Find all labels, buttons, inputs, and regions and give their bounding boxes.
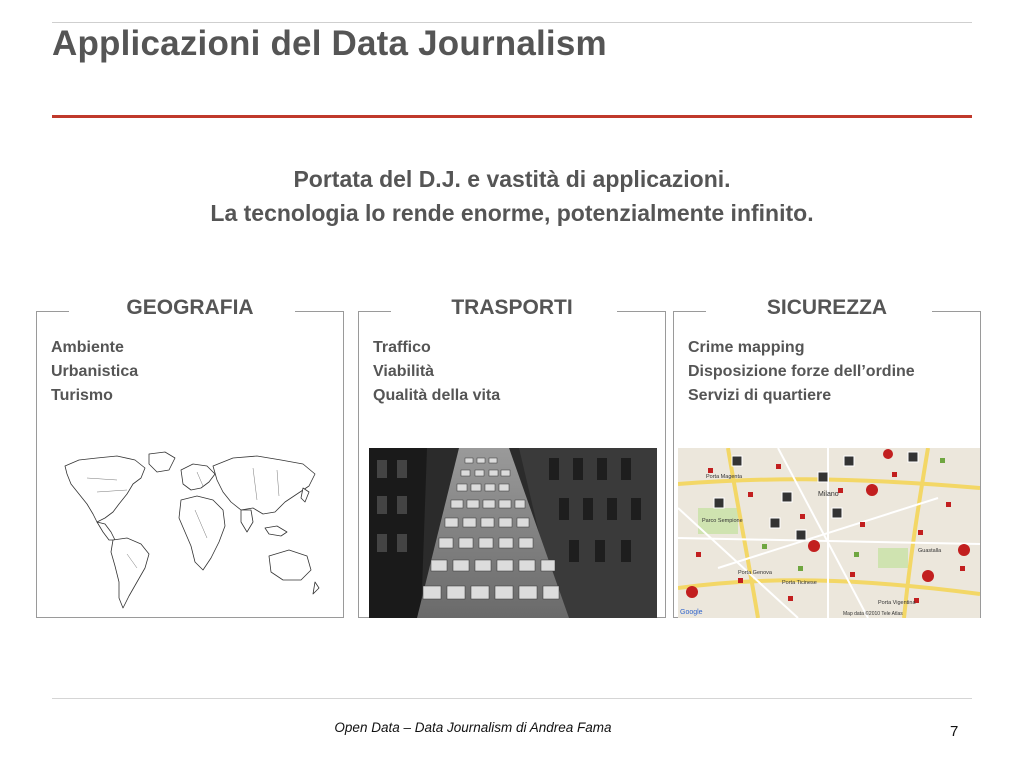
panel-heading: GEOGRAFIA: [126, 296, 254, 319]
panel-heading: TRASPORTI: [451, 296, 573, 319]
list-item: Servizi di quartiere: [688, 387, 832, 404]
subtitle-line-1: Portata del D.J. e vastità di applicazioni.: [293, 166, 731, 192]
list-item: Disposizione forze dell’ordine: [688, 363, 915, 380]
panel-items: [373, 336, 500, 408]
map-label-google: Google: [680, 609, 703, 616]
map-copyright: Map data ©2010 Tele Atlas: [843, 611, 903, 617]
map-label-guastalla: Guastalla: [918, 548, 942, 554]
list-item: Traffico: [373, 339, 431, 356]
subtitle-line-2: La tecnologia lo rende enorme, potenzialmente infinito.: [210, 200, 814, 226]
map-label-parco-sempione: Parco Sempione: [702, 518, 743, 524]
top-rule: [52, 22, 972, 23]
list-item: Urbanistica: [51, 363, 139, 380]
map-label-porta-ticinese: Porta Ticinese: [782, 580, 817, 586]
map-label-milano: Milano: [818, 491, 839, 498]
page-number: 7: [950, 723, 959, 740]
list-item: Ambiente: [51, 339, 124, 356]
list-item: Viabilità: [373, 363, 435, 380]
map-label-porta-vigentina: Porta Vigentina: [878, 600, 916, 606]
panel-sicurezza: [673, 296, 981, 618]
title-underline: [52, 115, 972, 118]
crime-map-image: [678, 448, 980, 618]
world-map-image: [57, 448, 323, 618]
panel-heading: SICUREZZA: [766, 296, 888, 319]
panel-items: [688, 336, 915, 408]
list-item: Turismo: [51, 387, 113, 404]
list-item: Qualità della vita: [373, 387, 501, 404]
map-label-porta-magenta: Porta Magenta: [706, 474, 743, 480]
traffic-photo: [369, 448, 657, 618]
slide-title: Applicazioni del Data Journalism: [52, 24, 607, 63]
footer-rule: [52, 698, 972, 699]
panel-items: [51, 336, 138, 408]
map-label-porta-genova: Porta Genova: [738, 570, 772, 576]
panel-trasporti: [358, 296, 666, 618]
list-item: Crime mapping: [688, 339, 805, 356]
footer-text: Open Data – Data Journalism di Andrea Fama: [334, 720, 612, 735]
panel-geografia: [36, 296, 344, 618]
slide-subtitle: [0, 162, 1024, 230]
